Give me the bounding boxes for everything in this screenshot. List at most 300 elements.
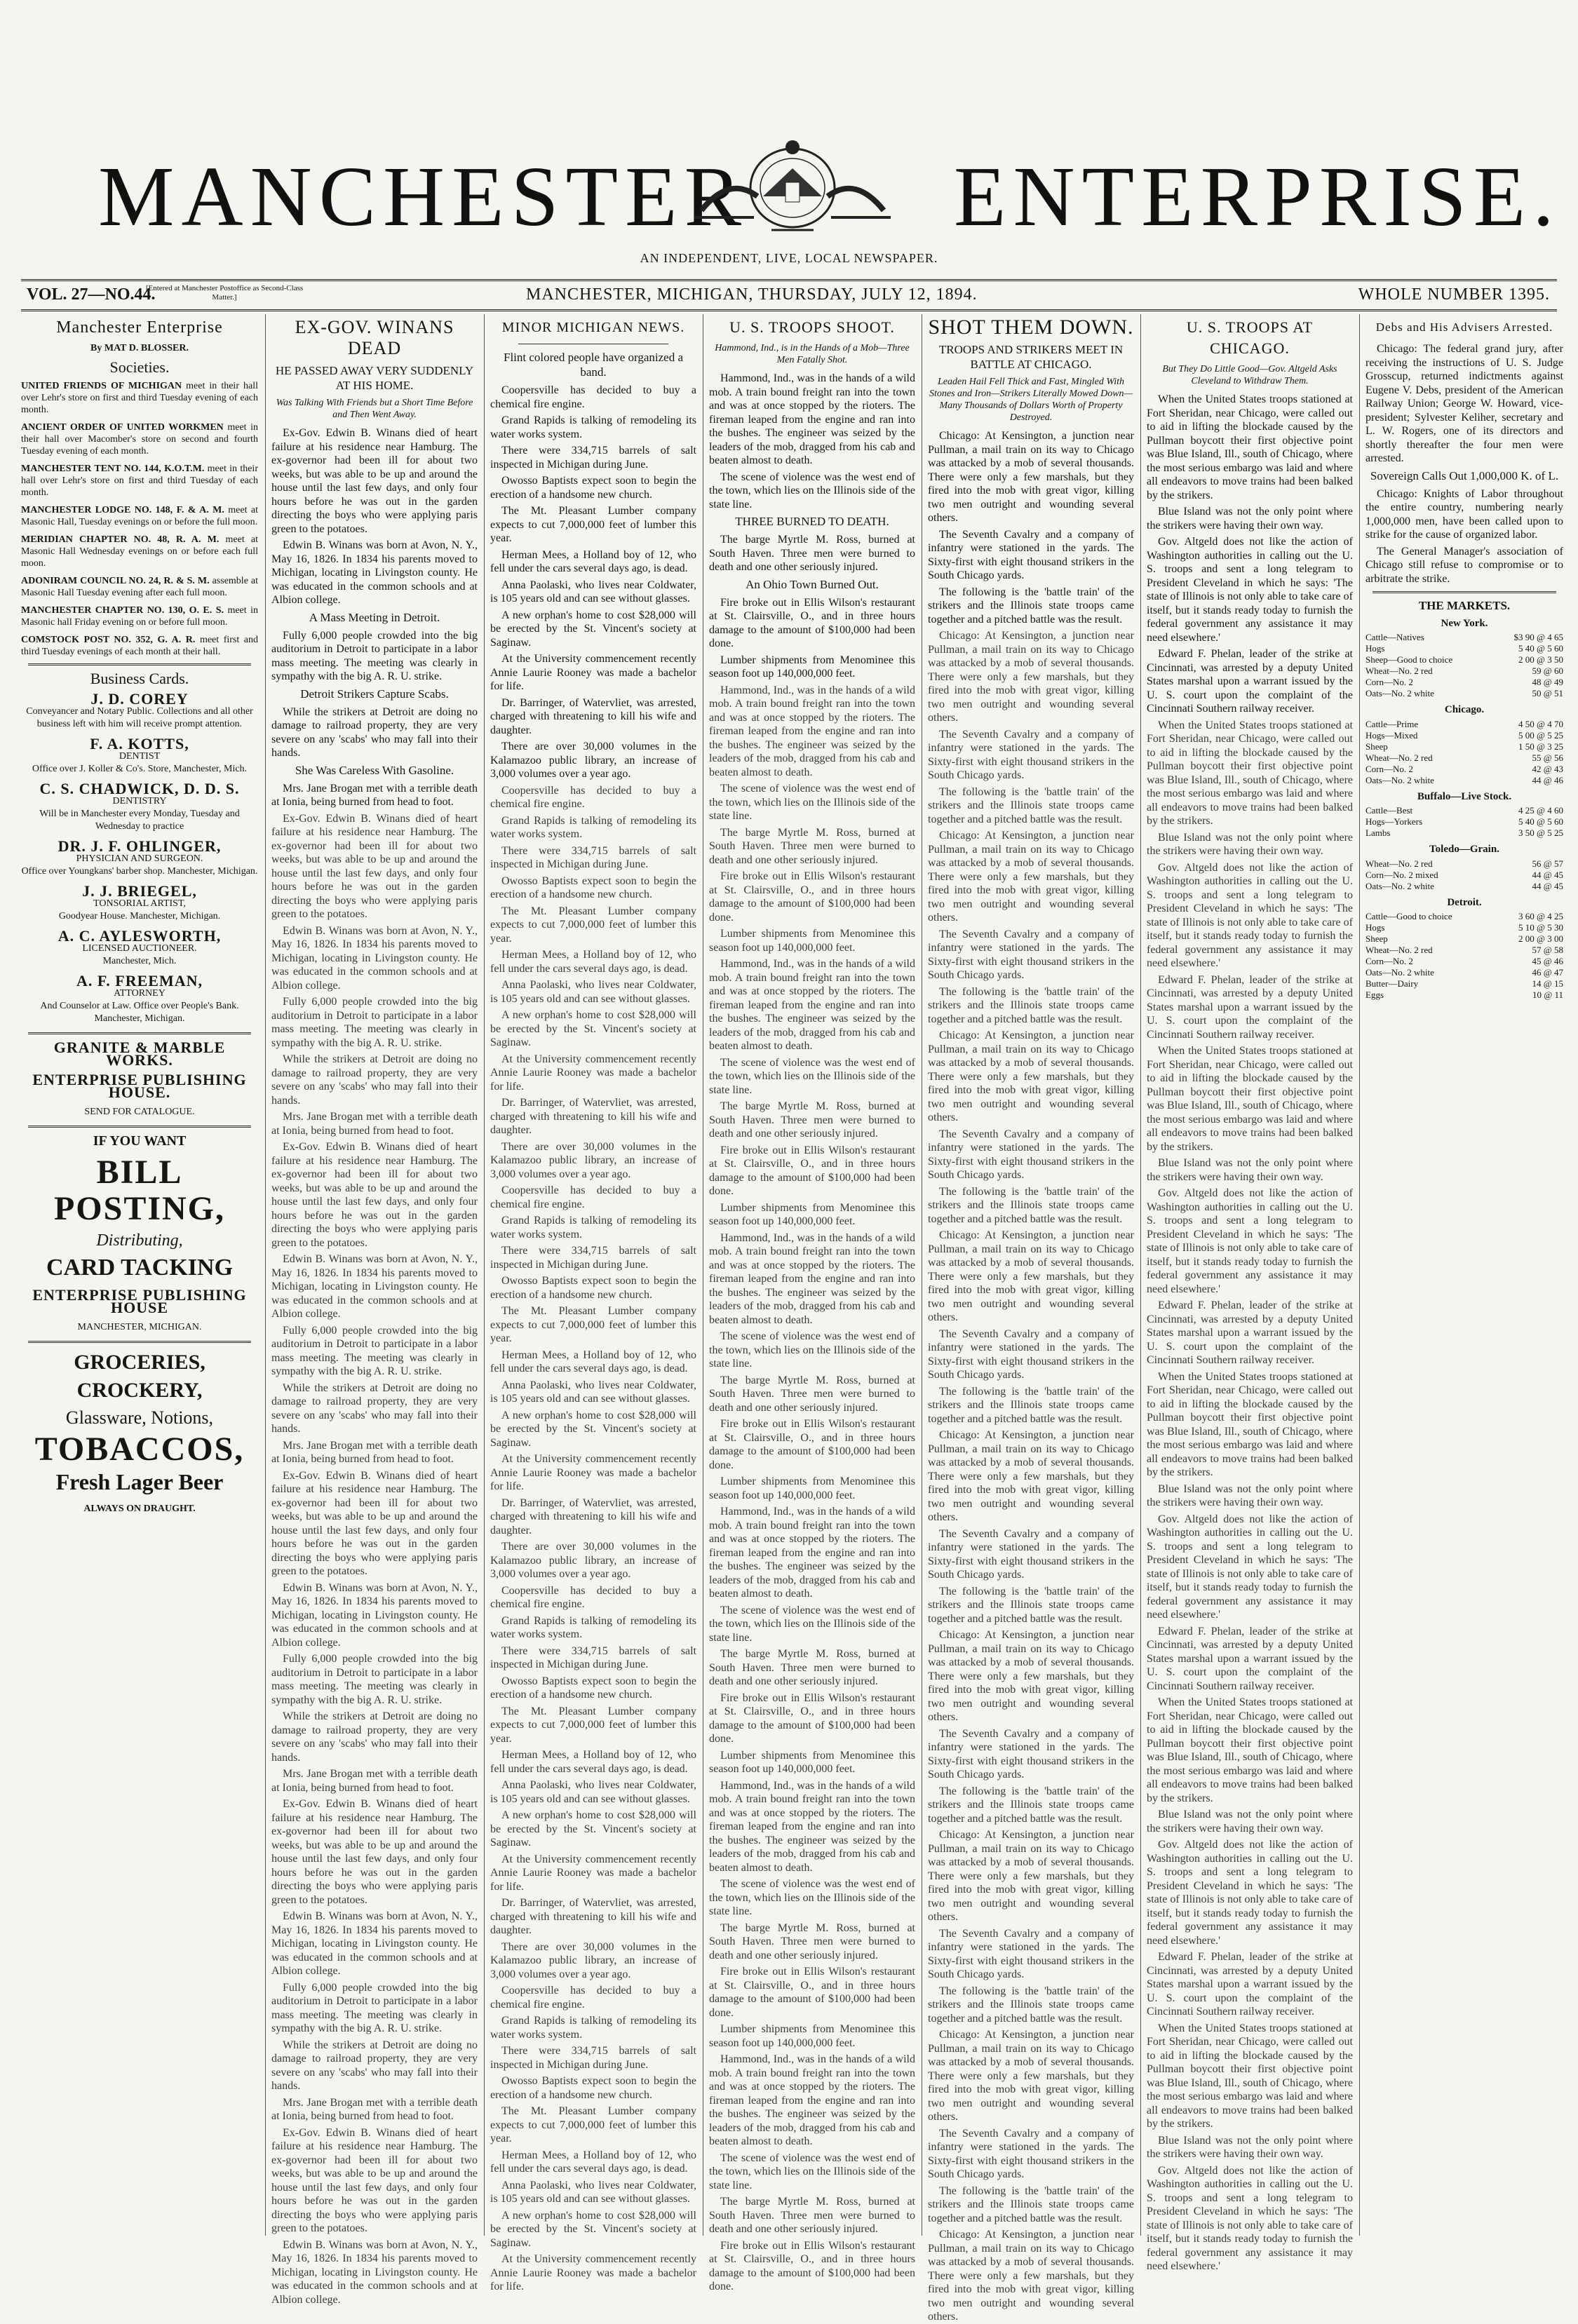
business-card [21, 735, 258, 776]
market-item: Butter—Dairy [1365, 978, 1419, 989]
paragraph: Mrs. Jane Brogan met with a terrible death at Ionia, being burned from head to foot. [271, 2096, 478, 2122]
market-item: Cattle—Best [1365, 805, 1413, 816]
article-body [709, 372, 915, 2294]
paragraph: The Seventh Cavalry and a company of infantry were stationed in the yards. The Sixty-first with eight thousand strikers in the South Chicago yards. [928, 1927, 1134, 1980]
paragraph: The scene of violence was the west end of the town, which lies on the Illinois side of the state line. [709, 1330, 915, 1370]
column-minor-news [484, 314, 702, 2292]
business-cards-list [21, 690, 258, 1025]
society-name: ADONIRAM COUNCIL NO. 24, R. & S. M. [21, 576, 213, 586]
card-line: Office over Youngkans' barber shop. Manchester, Michigan. [21, 866, 258, 877]
market-price: 44 @ 45 [1532, 869, 1563, 880]
card-name: J. D. COREY [90, 690, 189, 708]
paragraph: A new orphan's home to cost $28,000 will be erected by the St. Vincent's society at Saginaw. [490, 609, 696, 649]
paragraph: When the United States troops stationed at Fort Sheridan, near Chicago, were called out to aid in lifting the blockade caused by the Pullman boycott their first objective point was Blue Island, Ill., south of Chicago, where the most serious embargo was laid and where all endeavors to move trains had been balked by the strikers. [1147, 719, 1353, 827]
market-city: Buffalo—Live Stock. [1417, 790, 1512, 802]
market-item: Hogs—Mixed [1365, 729, 1418, 741]
newspaper-page [21, 14, 1563, 2323]
society-entry [21, 463, 258, 499]
column-directory [21, 314, 264, 2236]
card-line: And Counselor at Law. Office over People's Bank. Manchester, Michigan. [40, 1001, 239, 1024]
dateline-bar [21, 279, 1557, 311]
paragraph: The following is the 'battle train' of the strikers and the Illinois state troops came together and a pitched battle was the result. [928, 785, 1134, 825]
market-price: 50 @ 51 [1532, 688, 1563, 698]
market-price: 5 40 @ 5 60 [1518, 816, 1563, 827]
enterprise-house-ad: ENTERPRISE PUBLISHING HOUSE. [32, 1071, 247, 1101]
paragraph: Blue Island was not the only point where the strikers were having their own way. [1147, 2134, 1353, 2160]
business-card [21, 972, 258, 1025]
society-name: MANCHESTER LODGE NO. 148, F. & A. M. [21, 505, 229, 515]
bill-posting-ad: BILL POSTING, [53, 1154, 226, 1227]
market-price: 1 50 @ 3 25 [1518, 741, 1563, 752]
society-entry [21, 421, 258, 457]
market-row [1365, 764, 1563, 775]
card-title: DENTIST [119, 751, 161, 762]
card-name: F. A. KOTTS, [90, 735, 189, 752]
paragraph: Fire broke out in Ellis Wilson's restaurant at St. Clairsville, O., and in three hours damage to the amount of $100,000 had been done. [709, 596, 915, 649]
headline-shot-them-down: SHOT THEM DOWN. [928, 316, 1134, 339]
society-entry [21, 575, 258, 599]
paragraph: Owosso Baptists expect soon to begin the erection of a handsome new church. [490, 2075, 696, 2101]
market-price: 14 @ 15 [1532, 978, 1563, 989]
paragraph: Fire broke out in Ellis Wilson's restaurant at St. Clairsville, O., and in three hours damage to the amount of $100,000 had been done. [709, 1691, 915, 1745]
paragraph: Coopersville has decided to buy a chemical fire engine. [490, 384, 696, 410]
paragraph: Hammond, Ind., was in the hands of a wild mob. A train bound freight ran into the town and was at once stopped by the rioters. The fireman leaped from the engine and ran into the bushes. The engineer was seized by the leaders of the mob, dragged from his cab and beaten almost to death. [709, 1779, 915, 1874]
paragraph: While the strikers at Detroit are doing no damage to railroad property, they are very severe on any 'scabs' who may fall into their hands. [271, 2039, 478, 2092]
market-price: 3 50 @ 5 25 [1518, 827, 1563, 838]
market-price: 5 00 @ 5 25 [1518, 729, 1563, 741]
paragraph: Coopersville has decided to buy a chemical fire engine. [490, 1184, 696, 1210]
market-item: Corn—No. 2 [1365, 956, 1413, 966]
paragraph: Herman Mees, a Holland boy of 12, who fell under the cars several days ago, is dead. [490, 949, 696, 975]
paragraph: Grand Rapids is talking of remodeling its water works system. [490, 2015, 696, 2041]
society-text: assemble at Masonic Hall Tuesday evening after each full moon. [21, 576, 258, 598]
paragraph: The following is the 'battle train' of the strikers and the Illinois state troops came together and a pitched battle was the result. [928, 985, 1134, 1025]
paragraph: The barge Myrtle M. Ross, burned at South Haven. Three men were burned to death and one other seriously injured. [709, 1374, 915, 1414]
paragraph: Gov. Altgeld does not like the action of Washington authorities in calling out the U. S. troops and sent a long telegram to President Cleveland in which he says: 'The state of Illinois is not only able to take care of itself, but it stands ready today to furnish the federal government any assistance it may need elsewhere.' [1147, 1513, 1353, 1621]
society-name: UNITED FRIENDS OF MICHIGAN [21, 381, 187, 391]
paragraph: Lumber shipments from Menominee this season foot up 140,000,000 feet. [709, 1201, 915, 1227]
column-troops-shoot [703, 314, 921, 2292]
paragraph: Fire broke out in Ellis Wilson's restaurant at St. Clairsville, O., and in three hours damage to the amount of $100,000 had been done. [709, 870, 915, 924]
business-card [21, 927, 258, 968]
market-item: Hogs [1365, 643, 1385, 654]
article-body [928, 429, 1134, 2324]
card-line: Conveyancer and Notary Public. Collections and all other business left with him will receive prompt attention. [26, 706, 253, 729]
paragraph: The scene of violence was the west end of the town, which lies on the Illinois side of the state line. [709, 1604, 915, 1644]
paragraph: Blue Island was not the only point where the strikers were having their own way. [1147, 506, 1353, 532]
paragraph: Fully 6,000 people crowded into the big auditorium in Detroit to participate in a labor mass meeting. The meeting was clearly in sympathy with the big A. R. U. strike. [271, 1981, 478, 2034]
paragraph: Mrs. Jane Brogan met with a terrible death at Ionia, being burned from head to foot. [271, 782, 478, 808]
paragraph: Dr. Barringer, of Watervliet, was arrested, charged with threatening to kill his wife and daughter. [490, 1497, 696, 1536]
paragraph: A new orphan's home to cost $28,000 will be erected by the St. Vincent's society at Saginaw. [490, 1409, 696, 1449]
paragraph: Edwin B. Winans was born at Avon, N. Y., May 16, 1826. In 1834 his parents moved to Michigan, locating in Livingston county. He was educated in the common schools and at Albion college. [271, 1910, 478, 1977]
market-item: Cattle—Natives [1365, 632, 1424, 642]
market-item: Oats—No. 2 white [1365, 688, 1434, 698]
paragraph: Chicago: At Kensington, a junction near Pullman, a mail train on its way to Chicago was attacked by a mob of several thousands. There were only a few marshals, but they fired into the mob with great vigor, killing two men outright and wounding several others. [928, 1229, 1134, 1323]
market-city: New York. [1441, 617, 1488, 629]
paragraph: There are over 30,000 volumes in the Kalamazoo public library, an increase of 3,000 volumes over a year ago. [490, 1940, 696, 1980]
paragraph: Edward F. Phelan, leader of the strike at Cincinnati, was arrested by a deputy United States marshal upon a warrant issued by the U. S. court upon the complaint of the Cincinnati Southern railway receiver. [1147, 973, 1353, 1041]
card-name: C. S. CHADWICK, D. D. S. [39, 780, 240, 797]
paragraph: Owosso Baptists expect soon to begin the erection of a handsome new church. [490, 475, 696, 501]
paragraph: The scene of violence was the west end of the town, which lies on the Illinois side of the state line. [709, 1878, 915, 1917]
paragraph: Gov. Altgeld does not like the action of Washington authorities in calling out the U. S. troops and sent a long telegram to President Cleveland in which he says: 'The state of Illinois is not only able to take care of itself, but it stands ready today to furnish the federal government any assistance it may need elsewhere.' [1147, 1187, 1353, 1295]
market-city: Toledo—Grain. [1429, 844, 1499, 855]
paragraph: Fully 6,000 people crowded into the big auditorium in Detroit to participate in a labor mass meeting. The meeting was clearly in sympathy with the big A. R. U. strike. [271, 1324, 478, 1377]
market-row [1365, 666, 1563, 677]
market-row [1365, 978, 1563, 989]
paragraph: Gov. Altgeld does not like the action of Washington authorities in calling out the U. S. troops and sent a long telegram to President Cleveland in which he says: 'The state of Illinois is not only able to take care of itself, but it stands ready today to furnish the federal government any assistance it may need elsewhere.' [1147, 861, 1353, 969]
business-card [21, 690, 258, 731]
market-item: Oats—No. 2 white [1365, 967, 1434, 978]
subhead: Detroit Strikers Capture Scabs. [300, 687, 449, 701]
subdeck-winans: Was Talking With Friends but a Short Time Before and Then Went Away. [276, 398, 473, 420]
society-entry [21, 380, 258, 416]
article-body [271, 426, 478, 2306]
paragraph: There are over 30,000 volumes in the Kalamazoo public library, an increase of 3,000 volumes over a year ago. [490, 1140, 696, 1180]
paragraph: Blue Island was not the only point where the strikers were having their own way. [1147, 1482, 1353, 1508]
article-body [1365, 342, 1563, 586]
paragraph: Chicago: At Kensington, a junction near Pullman, a mail train on its way to Chicago was attacked by a mob of several thousands. There were only a few marshals, but they fired into the mob with great vigor, killing two men outright and wounding several others. [928, 630, 1134, 724]
paragraph: Chicago: At Kensington, a junction near Pullman, a mail train on its way to Chicago was attacked by a mob of several thousands. There were only a few marshals, but they fired into the mob with great vigor, killing two men outright and wounding several others. [928, 2229, 1134, 2323]
market-price: 2 00 @ 3 50 [1518, 654, 1563, 665]
paragraph: The barge Myrtle M. Ross, burned at South Haven. Three men were burned to death and one other seriously injured. [709, 2196, 915, 2235]
markets-title: THE MARKETS. [1418, 599, 1511, 612]
paragraph: The following is the 'battle train' of the strikers and the Illinois state troops came together and a pitched battle was the result. [928, 1385, 1134, 1425]
paragraph: When the United States troops stationed at Fort Sheridan, near Chicago, were called out to aid in lifting the blockade caused by the Pullman boycott their first objective point was Blue Island, Ill., south of Chicago, where the most serious embargo was laid and where all endeavors to move trains had been balked by the strikers. [1147, 1370, 1353, 1478]
societies-heading: Societies. [109, 358, 170, 376]
paragraph: Anna Paolaski, who lives near Coldwater, is 105 years old and can see without glasses. [490, 1379, 696, 1405]
paragraph: Lumber shipments from Menominee this season foot up 140,000,000 feet. [709, 1749, 915, 1775]
paragraph: Chicago: The federal grand jury, after receiving the instructions of U. S. Judge Grosscup, returned indictments against Eugene V. Debs, president of the American Railway Union; George W. Howard, vice-president; Sylvester Keliher, secretary and L. W. Rogers, one of its directors and shortly thereafter the four men were arrested. [1365, 343, 1563, 464]
paragraph: Chicago: At Kensington, a junction near Pullman, a mail train on its way to Chicago was attacked by a mob of several thousands. There were only a few marshals, but they fired into the mob with great vigor, killing two men outright and wounding several others. [928, 830, 1134, 924]
article-body [1147, 393, 1353, 2274]
market-row [1365, 752, 1563, 764]
paragraph: The Seventh Cavalry and a company of infantry were stationed in the yards. The Sixty-first with eight thousand strikers in the South Chicago yards. [928, 528, 1134, 581]
distributing-ad: Distributing, [96, 1231, 183, 1250]
paragraph: Coopersville has decided to buy a chemical fire engine. [490, 1985, 696, 2011]
paper-name: Manchester Enterprise [56, 318, 223, 337]
paragraph: The scene of violence was the west end of the town, which lies on the Illinois side of the state line. [709, 471, 915, 511]
editor-line: By MAT D. BLOSSER. [90, 343, 189, 353]
market-price: 44 @ 45 [1532, 880, 1563, 891]
paragraph: Grand Rapids is talking of remodeling its water works system. [490, 414, 696, 440]
paragraph: Grand Rapids is talking of remodeling its water works system. [490, 1614, 696, 1640]
society-text: meet in Masonic hall Friday evening on or before full moon. [21, 605, 258, 628]
paragraph: Hammond, Ind., was in the hands of a wild mob. A train bound freight ran into the town and was at once stopped by the rioters. The fireman leaped from the engine and ran into the bushes. The engineer was seized by the leaders of the mob, dragged from his cab and beaten almost to death. [709, 958, 915, 1052]
card-title: DENTISTRY [112, 796, 167, 806]
paragraph: The Seventh Cavalry and a company of infantry were stationed in the yards. The Sixty-first with eight thousand strikers in the South Chicago yards. [928, 728, 1134, 781]
paragraph: Fire broke out in Ellis Wilson's restaurant at St. Clairsville, O., and in three hours damage to the amount of $100,000 had been done. [709, 1418, 915, 1471]
paragraph: There were 334,715 barrels of salt inspected in Michigan during June. [490, 1644, 696, 1670]
paragraph: Ex-Gov. Edwin B. Winans died of heart failure at his residence near Hamburg. The ex-governor had been ill for about two weeks, but was able to be up and around the house until the last few days, and only four hours before he was out in the garden directing the boys who were applying paris green to the potatoes. [271, 812, 478, 920]
paragraph: The Seventh Cavalry and a company of infantry were stationed in the yards. The Sixty-first with eight thousand strikers in the South Chicago yards. [928, 1527, 1134, 1581]
paragraph: The Seventh Cavalry and a company of infantry were stationed in the yards. The Sixty-first with eight thousand strikers in the South Chicago yards. [928, 1327, 1134, 1381]
paragraph: Hammond, Ind., was in the hands of a wild mob. A train bound freight ran into the town and was at once stopped by the rioters. The fireman leaped from the engine and ran into the bushes. The engineer was seized by the leaders of the mob, dragged from his cab and beaten almost to death. [709, 2053, 915, 2147]
market-row [1365, 989, 1563, 1001]
market-row [1365, 632, 1563, 643]
society-entry [21, 504, 258, 528]
market-row [1365, 881, 1563, 892]
paragraph: Hammond, Ind., was in the hands of a wild mob. A train bound freight ran into the town and was at once stopped by the rioters. The fireman leaped from the engine and ran into the bushes. The engineer was seized by the leaders of the mob, dragged from his cab and beaten almost to death. [709, 1231, 915, 1326]
paragraph: When the United States troops stationed at Fort Sheridan, near Chicago, were called out to aid in lifting the blockade caused by the Pullman boycott their first objective point was Blue Island, Ill., south of Chicago, where the most serious embargo was laid and where all endeavors to move trains had been balked by the strikers. [1147, 1696, 1353, 1804]
market-row [1365, 816, 1563, 827]
paragraph: Blue Island was not the only point where the strikers were having their own way. [1147, 831, 1353, 857]
paragraph: When the United States troops stationed at Fort Sheridan, near Chicago, were called out to aid in lifting the blockade caused by the Pullman boycott their first objective point was Blue Island, Ill., south of Chicago, where the most serious embargo was laid and where all endeavors to move trains had been balked by the strikers. [1147, 1045, 1353, 1153]
divider [28, 1126, 251, 1128]
paragraph: Chicago: At Kensington, a junction near Pullman, a mail train on its way to Chicago was attacked by a mob of several thousands. There were only a few marshals, but they fired into the mob with great vigor, killing two men outright and wounding several others. [928, 430, 1134, 524]
market-price: 4 25 @ 4 60 [1518, 805, 1563, 816]
paragraph: The scene of violence was the west end of the town, which lies on the Illinois side of the state line. [709, 783, 915, 822]
market-price: 55 @ 56 [1532, 752, 1563, 763]
paragraph: The barge Myrtle M. Ross, burned at South Haven. Three men were burned to death and one other seriously injured. [709, 1648, 915, 1687]
paragraph: Gov. Altgeld does not like the action of Washington authorities in calling out the U. S. troops and sent a long telegram to President Cleveland in which he says: 'The state of Illinois is not only able to take care of itself, but it stands ready today to furnish the federal government any assistance it may need elsewhere.' [1147, 536, 1353, 644]
card-title: ATTORNEY [114, 988, 166, 999]
card-title: TONSORIAL ARTIST, [93, 898, 186, 909]
market-item: Hogs—Yorkers [1365, 816, 1423, 827]
market-item: Cattle—Good to choice [1365, 911, 1452, 921]
market-row [1365, 870, 1563, 881]
paragraph: The Seventh Cavalry and a company of infantry were stationed in the yards. The Sixty-first with eight thousand strikers in the South Chicago yards. [928, 1727, 1134, 1781]
market-price: 56 @ 57 [1532, 858, 1563, 869]
paragraph: Lumber shipments from Menominee this season foot up 140,000,000 feet. [709, 1475, 915, 1501]
market-row [1365, 956, 1563, 967]
society-name: MERIDIAN CHAPTER NO. 48, R. A. M. [21, 534, 226, 545]
market-row [1365, 654, 1563, 666]
paragraph: A new orphan's home to cost $28,000 will be erected by the St. Vincent's society at Saginaw. [490, 2209, 696, 2249]
society-text: meet at Masonic Hall, Tuesday evenings on or before the full moon. [21, 505, 258, 527]
market-row [1365, 858, 1563, 870]
paragraph: The following is the 'battle train' of the strikers and the Illinois state troops came together and a pitched battle was the result. [928, 1785, 1134, 1825]
paragraph: Chicago: At Kensington, a junction near Pullman, a mail train on its way to Chicago was attacked by a mob of several thousands. There were only a few marshals, but they fired into the mob with great vigor, killing two men outright and wounding several others. [928, 1829, 1134, 1923]
paragraph: The Mt. Pleasant Lumber company expects to cut 7,000,000 feet of lumber this year. [490, 905, 696, 945]
business-card [21, 882, 258, 923]
paragraph: The barge Myrtle M. Ross, burned at South Haven. Three men were burned to death and one other seriously injured. [709, 1100, 915, 1140]
paragraph: Mrs. Jane Brogan met with a terrible death at Ionia, being burned from head to foot. [271, 1439, 478, 1465]
market-row [1365, 967, 1563, 978]
column-troops-chicago [1140, 314, 1358, 2272]
paragraph: Fully 6,000 people crowded into the big auditorium in Detroit to participate in a labor mass meeting. The meeting was clearly in sympathy with the big A. R. U. strike. [271, 629, 478, 682]
market-row [1365, 805, 1563, 816]
paragraph: Edwin B. Winans was born at Avon, N. Y., May 16, 1826. In 1834 his parents moved to Michigan, locating in Livingston county. He was educated in the common schools and at Albion college. [271, 2238, 478, 2306]
market-price: 5 10 @ 5 30 [1518, 922, 1563, 933]
granite-works-ad: GRANITE & MARBLE WORKS. [53, 1039, 226, 1069]
paragraph: Anna Paolaski, who lives near Coldwater, is 105 years old and can see without glasses. [490, 979, 696, 1005]
business-card [21, 837, 258, 878]
paragraph: Ex-Gov. Edwin B. Winans died of heart failure at his residence near Hamburg. The ex-governor had been ill for about two weeks, but was able to be up and around the house until the last few days, and only four hours before he was out in the garden directing the boys who were applying paris green to the potatoes. [271, 1798, 478, 1906]
headline-troops-shoot: U. S. TROOPS SHOOT. [729, 318, 895, 336]
paragraph: Lumber shipments from Menominee this season foot up 140,000,000 feet. [709, 928, 915, 954]
paragraph: The Mt. Pleasant Lumber company expects to cut 7,000,000 feet of lumber this year. [490, 1705, 696, 1745]
paragraph: Hammond, Ind., was in the hands of a wild mob. A train bound freight ran into the town and was at once stopped by the rioters. The fireman leaped from the engine and ran into the bushes. The engineer was seized by the leaders of the mob, dragged from his cab and beaten almost to death. [709, 372, 915, 466]
paragraph: Fire broke out in Ellis Wilson's restaurant at St. Clairsville, O., and in three hours damage to the amount of $100,000 had been done. [709, 2239, 915, 2292]
card-name: A. F. FREEMAN, [76, 972, 203, 989]
market-item: Eggs [1365, 989, 1384, 1000]
place-date: MANCHESTER, MICHIGAN, THURSDAY, JULY 12, 1894. [526, 285, 978, 304]
ep-house-name: ENTERPRISE PUBLISHING HOUSE [32, 1286, 247, 1316]
paragraph: Edward F. Phelan, leader of the strike at Cincinnati, was arrested by a deputy United States marshal upon a warrant issued by the U. S. court upon the complaint of the Cincinnati Southern railway receiver. [1147, 1625, 1353, 1692]
society-text: meet in their hall over Macomber's store on second and fourth Tuesday evening of each month. [21, 422, 258, 457]
paragraph: Chicago: At Kensington, a junction near Pullman, a mail train on its way to Chicago was attacked by a mob of several thousands. There were only a few marshals, but they fired into the mob with great vigor, killing two men outright and wounding several others. [928, 2029, 1134, 2123]
deck-troops-chicago: But They Do Little Good—Gov. Altgeld Asks Cleveland to Withdraw Them. [1162, 364, 1337, 386]
market-item: Wheat—No. 2 red [1365, 858, 1433, 869]
masthead-title-left: MANCHESTER [98, 149, 748, 244]
paragraph: Mrs. Jane Brogan met with a terrible death at Ionia, being burned from head to foot. [271, 1768, 478, 1794]
paragraph: Dr. Barringer, of Watervliet, was arrested, charged with threatening to kill his wife and daughter. [490, 1097, 696, 1136]
deck-winans: HE PASSED AWAY VERY SUDDENLY AT HIS HOME. [275, 364, 474, 392]
paragraph: When the United States troops stationed at Fort Sheridan, near Chicago, were called out to aid in lifting the blockade caused by the Pullman boycott their first objective point was Blue Island, Ill., south of Chicago, where the most serious embargo was laid and where all endeavors to move trains had been balked by the strikers. [1147, 393, 1353, 501]
society-entry [21, 634, 258, 658]
paragraph: Fire broke out in Ellis Wilson's restaurant at St. Clairsville, O., and in three hours damage to the amount of $100,000 had been done. [709, 1144, 915, 1197]
paragraph: Ex-Gov. Edwin B. Winans died of heart failure at his residence near Hamburg. The ex-governor had been ill for about two weeks, but was able to be up and around the house until the last few days, and only four hours before he was out in the garden directing the boys who were applying paris green to the potatoes. [271, 1469, 478, 1577]
paragraph: There were 334,715 barrels of salt inspected in Michigan during June. [490, 445, 696, 471]
society-text: meet in their hall over Lehr's store on first and third Tuesday evening of each month. [21, 381, 258, 415]
card-line: Will be in Manchester every Monday, Tuesday and Wednesday to practice [39, 809, 240, 832]
paragraph: Edwin B. Winans was born at Avon, N. Y., May 16, 1826. In 1834 his parents moved to Michigan, locating in Livingston county. He was educated in the common schools and at Albion college. [271, 1581, 478, 1649]
subhead: Sovereign Calls Out 1,000,000 K. of L. [1370, 468, 1559, 482]
market-item: Oats—No. 2 white [1365, 880, 1434, 891]
society-name: MANCHESTER TENT NO. 144, K.O.T.M. [21, 464, 208, 474]
headline-minor-news: MINOR MICHIGAN NEWS. [501, 320, 685, 335]
paragraph: While the strikers at Detroit are doing no damage to railroad property, they are very severe on any 'scabs' who may fall into their hands. [271, 1381, 478, 1435]
market-row [1365, 911, 1563, 922]
paragraph: The General Manager's association of Chicago still refuse to compromise or to arbitrate the strike. [1365, 545, 1563, 585]
subhead: Flint colored people have organized a band. [503, 351, 683, 379]
market-price: 2 00 @ 3 00 [1518, 933, 1563, 944]
michigan-seal-icon [687, 133, 898, 238]
paragraph: Herman Mees, a Holland boy of 12, who fell under the cars several days ago, is dead. [490, 548, 696, 574]
paragraph: Gov. Altgeld does not like the action of Washington authorities in calling out the U. S. troops and sent a long telegram to President Cleveland in which he says: 'The state of Illinois is not only able to take care of itself, but it stands ready today to furnish the federal government any assistance it may need elsewhere.' [1147, 2164, 1353, 2272]
paragraph: At the University commencement recently Annie Laurie Rooney was made a bachelor for life. [490, 1453, 696, 1492]
glassware-ad: Glassware, Notions, [65, 1407, 214, 1428]
market-row [1365, 730, 1563, 741]
market-row [1365, 741, 1563, 752]
paragraph: Grand Rapids is talking of remodeling its water works system. [490, 1215, 696, 1241]
card-name: DR. J. F. OHLINGER, [58, 837, 222, 855]
paragraph: At the University commencement recently Annie Laurie Rooney was made a bachelor for life. [490, 653, 696, 692]
paragraph: Ex-Gov. Edwin B. Winans died of heart failure at his residence near Hamburg. The ex-governor had been ill for about two weeks, but was able to be up and around the house until the last few days, and only four hours before he was out in the garden directing the boys who were applying paris green to the potatoes. [271, 1141, 478, 1249]
paragraph: Dr. Barringer, of Watervliet, was arrested, charged with threatening to kill his wife and daughter. [490, 696, 696, 736]
paragraph: Fire broke out in Ellis Wilson's restaurant at St. Clairsville, O., and in three hours damage to the amount of $100,000 had been done. [709, 1966, 915, 2019]
market-row [1365, 775, 1563, 786]
headline-winans: EX-GOV. WINANS DEAD [295, 317, 454, 358]
market-price: 48 @ 49 [1532, 677, 1563, 687]
paragraph: At the University commencement recently Annie Laurie Rooney was made a bachelor for life. [490, 1853, 696, 1893]
paragraph: The Seventh Cavalry and a company of infantry were stationed in the yards. The Sixty-first with eight thousand strikers in the South Chicago yards. [928, 1128, 1134, 1181]
paragraph: The following is the 'battle train' of the strikers and the Illinois state troops came together and a pitched battle was the result. [928, 2184, 1134, 2224]
card-line: Manchester, Mich. [102, 956, 177, 966]
paragraph: Blue Island was not the only point where the strikers were having their own way. [1147, 1809, 1353, 1835]
paragraph: Chicago: At Kensington, a junction near Pullman, a mail train on its way to Chicago was attacked by a mob of several thousands. There were only a few marshals, but they fired into the mob with great vigor, killing two men outright and wounding several others. [928, 1429, 1134, 1523]
market-row [1365, 719, 1563, 730]
paragraph: Edward F. Phelan, leader of the strike at Cincinnati, was arrested by a deputy United States marshal upon a warrant issued by the U. S. court upon the complaint of the Cincinnati Southern railway receiver. [1147, 648, 1353, 715]
paragraph: At the University commencement recently Annie Laurie Rooney was made a bachelor for life. [490, 2253, 696, 2292]
paragraph: Owosso Baptists expect soon to begin the erection of a handsome new church. [490, 874, 696, 900]
paragraph: The scene of violence was the west end of the town, which lies on the Illinois side of the state line. [709, 2151, 915, 2191]
market-item: Corn—No. 2 [1365, 763, 1413, 774]
market-price: 44 @ 46 [1532, 774, 1563, 785]
society-text: meet first and third Tuesday evenings of each month at their hall. [21, 635, 258, 657]
market-item: Corn—No. 2 mixed [1365, 869, 1438, 880]
market-item: Lambs [1365, 827, 1391, 838]
paragraph: Chicago: At Kensington, a junction near Pullman, a mail train on its way to Chicago was attacked by a mob of several thousands. There were only a few marshals, but they fired into the mob with great vigor, killing two men outright and wounding several others. [928, 1629, 1134, 1723]
deck-shot-them-down: TROOPS AND STRIKERS MEET IN BATTLE AT CHICAGO. [938, 343, 1124, 371]
paragraph: The following is the 'battle train' of the strikers and the Illinois state troops came together and a pitched battle was the result. [928, 586, 1134, 626]
card-tacking-ad: CARD TACKING [46, 1255, 234, 1281]
paragraph: There were 334,715 barrels of salt inspected in Michigan during June. [490, 2045, 696, 2071]
paragraph: Dr. Barringer, of Watervliet, was arrested, charged with threatening to kill his wife and daughter. [490, 1897, 696, 1936]
masthead-title-right: ENTERPRISE. [954, 149, 1561, 244]
paragraph: Edwin B. Winans was born at Avon, N. Y., May 16, 1826. In 1834 his parents moved to Michigan, locating in Livingston county. He was educated in the common schools and at Albion college. [271, 1253, 478, 1320]
market-price: 59 @ 60 [1532, 666, 1563, 676]
paragraph: While the strikers at Detroit are doing no damage to railroad property, they are very severe on any 'scabs' who may fall into their hands. [271, 1710, 478, 1764]
card-line: Office over J. Koller & Co's. Store, Manchester, Mich. [32, 764, 248, 774]
paragraph: Edward F. Phelan, leader of the strike at Cincinnati, was arrested by a deputy United States marshal upon a warrant issued by the U. S. court upon the complaint of the Cincinnati Southern railway receiver. [1147, 1951, 1353, 2018]
market-row [1365, 945, 1563, 956]
paragraph: At the University commencement recently Annie Laurie Rooney was made a bachelor for life. [490, 1053, 696, 1093]
column-shot-them-down [922, 314, 1140, 2323]
paragraph: Edward F. Phelan, leader of the strike at Cincinnati, was arrested by a deputy United States marshal upon a warrant issued by the U. S. court upon the complaint of the Cincinnati Southern railway receiver. [1147, 1299, 1353, 1366]
market-item: Sheep [1365, 933, 1388, 944]
paragraph: Ex-Gov. Edwin B. Winans died of heart failure at his residence near Hamburg. The ex-governor had been ill for about two weeks, but was able to be up and around the house until the last few days, and only four hours before he was out in the garden directing the boys who were applying paris green to the potatoes. [271, 2126, 478, 2234]
paragraph: The Mt. Pleasant Lumber company expects to cut 7,000,000 feet of lumber this year. [490, 505, 696, 544]
card-line: Goodyear House. Manchester, Michigan. [58, 911, 221, 921]
divider [28, 1032, 251, 1034]
masthead [21, 126, 1561, 265]
paragraph: Lumber shipments from Menominee this season foot up 140,000,000 feet. [709, 654, 915, 680]
paragraph: Grand Rapids is talking of remodeling its water works system. [490, 814, 696, 840]
paragraph: Herman Mees, a Holland boy of 12, who fell under the cars several days ago, is dead. [490, 1749, 696, 1775]
market-row [1365, 933, 1563, 945]
market-price: 4 50 @ 4 70 [1518, 718, 1563, 729]
market-item: Wheat—No. 2 red [1365, 752, 1433, 763]
subhead: An Ohio Town Burned Out. [746, 577, 879, 591]
paragraph: The following is the 'battle train' of the strikers and the Illinois state troops came together and a pitched battle was the result. [928, 1985, 1134, 2025]
market-city: Detroit. [1447, 896, 1482, 908]
ep-house-location: MANCHESTER, MICHIGAN. [77, 1322, 202, 1332]
paragraph: Owosso Baptists expect soon to begin the erection of a handsome new church. [490, 1275, 696, 1301]
society-name: ANCIENT ORDER OF UNITED WORKMEN [21, 422, 228, 433]
society-entry [21, 534, 258, 569]
divider [28, 1341, 251, 1343]
paragraph: Ex-Gov. Edwin B. Winans died of heart failure at his residence near Hamburg. The ex-governor had been ill for about two weeks, but was able to be up and around the house until the last few days, and only four hours before he was out in the garden directing the boys who were applying paris green to the potatoes. [271, 427, 478, 535]
paragraph: A new orphan's home to cost $28,000 will be erected by the St. Vincent's society at Saginaw. [490, 1809, 696, 1849]
market-row [1365, 677, 1563, 688]
market-item: Sheep—Good to choice [1365, 654, 1453, 665]
masthead-motto: AN INDEPENDENT, LIVE, LOCAL NEWSPAPER. [640, 251, 938, 265]
paragraph: Chicago: At Kensington, a junction near Pullman, a mail train on its way to Chicago was attacked by a mob of several thousands. There were only a few marshals, but they fired into the mob with great vigor, killing two men outright and wounding several others. [928, 1029, 1134, 1123]
paragraph: The Seventh Cavalry and a company of infantry were stationed in the yards. The Sixty-first with eight thousand strikers in the South Chicago yards. [928, 928, 1134, 981]
paragraph: Owosso Baptists expect soon to begin the erection of a handsome new church. [490, 1675, 696, 1701]
paragraph: The scene of violence was the west end of the town, which lies on the Illinois side of the state line. [709, 1056, 915, 1096]
paragraph: A new orphan's home to cost $28,000 will be erected by the St. Vincent's society at Saginaw. [490, 1009, 696, 1048]
paragraph: Edwin B. Winans was born at Avon, N. Y., May 16, 1826. In 1834 his parents moved to Michigan, locating in Livingston county. He was educated in the common schools and at Albion college. [271, 539, 478, 606]
paragraph: There are over 30,000 volumes in the Kalamazoo public library, an increase of 3,000 volumes over a year ago. [490, 741, 696, 780]
paragraph: Fully 6,000 people crowded into the big auditorium in Detroit to participate in a labor mass meeting. The meeting was clearly in sympathy with the big A. R. U. strike. [271, 996, 478, 1049]
divider [1373, 591, 1556, 593]
paragraph: The Mt. Pleasant Lumber company expects to cut 7,000,000 feet of lumber this year. [490, 1305, 696, 1344]
if-you-want: IF YOU WANT [93, 1133, 187, 1149]
column-winans [265, 314, 483, 2306]
markets-table [1365, 617, 1563, 1001]
paragraph: The Mt. Pleasant Lumber company expects to cut 7,000,000 feet of lumber this year. [490, 2105, 696, 2144]
cards-heading: Business Cards. [90, 670, 189, 687]
paragraph: Anna Paolaski, who lives near Coldwater, is 105 years old and can see without glasses. [490, 1779, 696, 1805]
market-price: 5 40 @ 5 60 [1518, 643, 1563, 654]
card-title: PHYSICIAN AND SURGEON. [76, 853, 203, 864]
paragraph: Gov. Altgeld does not like the action of Washington authorities in calling out the U. S. troops and sent a long telegram to President Cleveland in which he says: 'The state of Illinois is not only able to take care of itself, but it stands ready today to furnish the federal government any assistance it may need elsewhere.' [1147, 1839, 1353, 1947]
paragraph: Fully 6,000 people crowded into the big auditorium in Detroit to participate in a labor mass meeting. The meeting was clearly in sympathy with the big A. R. U. strike. [271, 1653, 478, 1706]
